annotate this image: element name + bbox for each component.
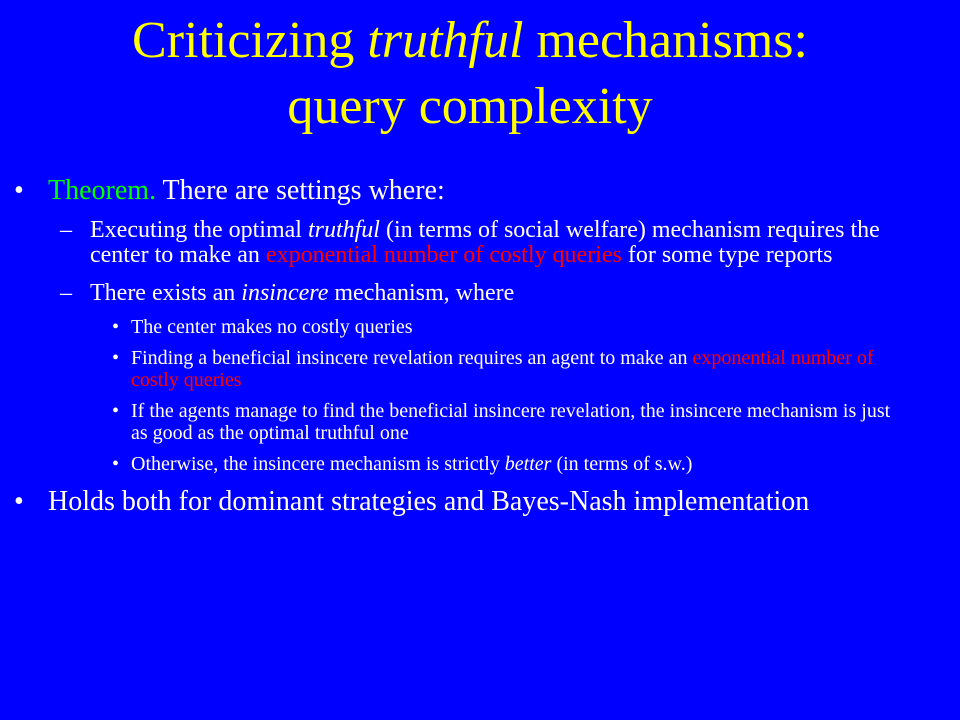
text-emphasis-truthful: truthful (307, 217, 380, 243)
slide-title (0, 8, 940, 140)
bullet-marker: • (112, 453, 120, 475)
bullet-implementation (0, 487, 908, 517)
sub-sub-bullet-no-queries (0, 316, 891, 338)
text-segment: Finding a beneficial insincere revelation requires an agent to make an (131, 347, 693, 369)
bullet-marker: • (14, 175, 24, 206)
sub-bullet-insincere-mechanism (0, 281, 890, 306)
sub-sub-bullet-finding-revelation (0, 347, 891, 391)
sub-sub-bullet-just-as-good (0, 400, 891, 444)
title-text-truthful: truthful (367, 12, 524, 69)
text-segment: There exists an (90, 280, 242, 306)
sub-sub-bullet-strictly-better (0, 453, 891, 475)
bullet-marker: • (112, 400, 120, 422)
text-segment: (in terms of s.w.) (551, 453, 693, 475)
text-segment: If the agents manage to find the beneficial insincere revelation, the insincere mechanism is just as good as the optimal truthful one (131, 400, 891, 444)
dash-marker: – (60, 217, 72, 243)
text-highlight-exponential: exponential number of costly queries (131, 347, 874, 391)
text-segment: Executing the optimal (90, 217, 308, 243)
text-segment: Otherwise, the insincere mechanism is strictly (131, 453, 505, 475)
title-line-2: query complexity (287, 78, 653, 135)
text-segment: mechanism, where (328, 280, 515, 306)
text-highlight-exponential: exponential number of costly queries (265, 242, 622, 268)
slide-body (0, 164, 960, 517)
text-emphasis-better: better (504, 453, 552, 475)
bullet-marker: • (14, 486, 24, 517)
title-text-end: mechanisms: (523, 12, 808, 69)
text-segment: for some type reports (621, 242, 833, 268)
bullet-marker: • (112, 316, 120, 338)
dash-marker: – (60, 280, 72, 306)
text-segment: (in terms of social welfare) mechanism requires the center to make an (90, 217, 880, 268)
title-line-1 (0, 8, 940, 74)
text-emphasis-insincere: insincere (241, 280, 329, 306)
text-segment: The center makes no costly queries (131, 316, 413, 338)
theorem-label: Theorem. (48, 175, 157, 206)
theorem-text: There are settings where: (156, 175, 445, 206)
bullet-marker: • (112, 347, 120, 369)
text-segment: Holds both for dominant strategies and Bayes-Nash implementation (48, 486, 810, 517)
sub-bullet-truthful-mechanism (0, 218, 890, 268)
bullet-theorem (0, 176, 908, 206)
title-text-start: Criticizing (132, 12, 368, 69)
